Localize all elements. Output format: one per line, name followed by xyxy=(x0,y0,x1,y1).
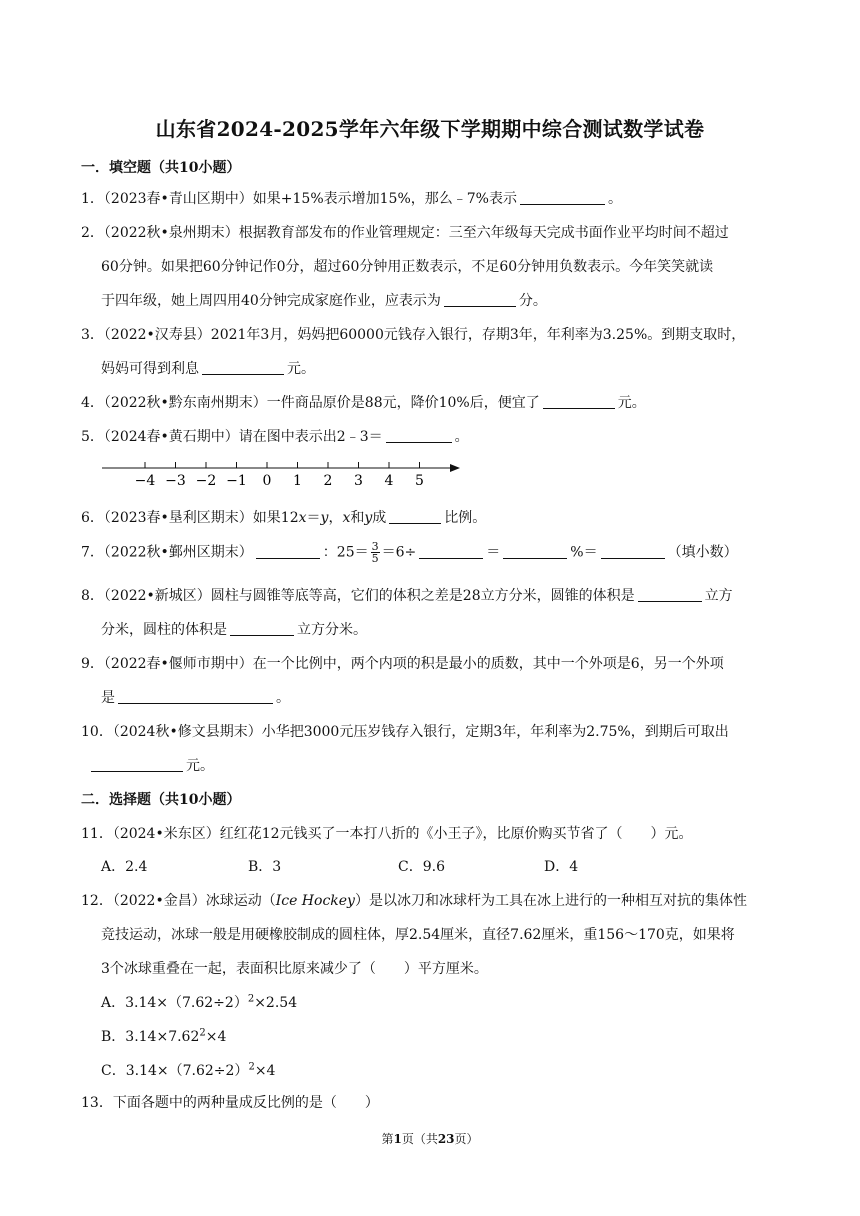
section-heading-choice: 二．选择题（共10小题） xyxy=(81,792,241,808)
number-line-label: 5 xyxy=(415,473,424,489)
answer-blank[interactable] xyxy=(118,688,273,704)
answer-blank[interactable] xyxy=(543,393,615,409)
number-line-label: 0 xyxy=(262,473,272,489)
question-13: 13．下面各题中的两种量成反比例的是（ ） xyxy=(81,1095,379,1111)
question-7: 7．（2022秋•鄞州区期末） ：25＝ $\frac{3}{5}$ ＝6÷ ＝ %＝ （填小数） xyxy=(81,540,738,565)
answer-blank[interactable] xyxy=(419,543,483,559)
page-total: 23 xyxy=(437,1132,455,1146)
question-2-line-2: 60分钟。如果把60分钟记作0分，超过60分钟用正数表示，不足60分钟用负数表示。今年笑笑就读 xyxy=(101,259,714,275)
answer-blank[interactable] xyxy=(601,543,665,559)
option-b[interactable]: B．$3.14\times 7.62^2\times 4$ xyxy=(101,1027,227,1045)
question-8: 8．（2022•新城区）圆柱与圆锥等底等高，它们的体积之差是28立方分米，圆锥的体积是 立方 xyxy=(81,588,733,604)
number-line-label: 4 xyxy=(384,473,394,489)
question-10-line-2: 元。 xyxy=(88,755,214,775)
option-a[interactable]: A．$3.14\times(7.62\div 2)^2\times 2.54$ xyxy=(101,993,298,1011)
option-d[interactable]: D．4 xyxy=(544,859,579,875)
question-3: 3．（2022•汉寿县）2021年3月，妈妈把60000元钱存入银行，存期3年，年利率为3.25%。到期支取时， xyxy=(81,327,746,343)
question-4: 4．（2022秋•黔东南州期末）一件商品原价是88元，降价10%后，便宜了 元。 xyxy=(81,395,646,411)
arrow-right-icon xyxy=(450,464,460,472)
question-6: 6．（2023春•垦利区期末）如果12x＝y，x和y成 比例。 xyxy=(81,510,487,526)
number-line-label: −1 xyxy=(226,473,247,489)
answer-blank[interactable] xyxy=(520,189,605,205)
answer-blank[interactable] xyxy=(202,359,284,375)
question-12-line-3: 3个冰球重叠在一起，表面积比原来减少了（ ）平方厘米。 xyxy=(101,961,488,977)
section-heading-fill-blank: 一．填空题（共10小题） xyxy=(81,160,241,176)
answer-blank[interactable] xyxy=(230,620,294,636)
option-c[interactable]: C．9.6 xyxy=(398,859,445,875)
option-b[interactable]: B．3 xyxy=(248,859,282,875)
question-8-line-2: 分米，圆柱的体积是 立方分米。 xyxy=(101,622,367,638)
number-line xyxy=(100,452,465,492)
page-footer: 第1页（共23页） xyxy=(381,1132,479,1146)
number-line-label: −2 xyxy=(195,473,217,489)
number-line-label: −4 xyxy=(134,473,156,489)
answer-blank[interactable] xyxy=(386,427,452,443)
question-11: 11．（2024•米东区）红红花12元钱买了一本打八折的《小王子》，比原价购买节省了（ ）元。 xyxy=(81,826,693,842)
page-number: 1 xyxy=(393,1132,402,1146)
question-9: 9．（2022春•偃师市期中）在一个比例中，两个内项的积是最小的质数，其中一个外项是6，另一个外项 xyxy=(81,656,724,672)
number-line-label: 3 xyxy=(354,473,363,489)
question-5: 5．（2024春•黄石期中）请在图中表示出2﹣3＝ 。 xyxy=(81,429,469,445)
question-9-line-2: 是 。 xyxy=(101,690,290,706)
question-1: 1．（2023春•青山区期中）如果+15%表示增加15%，那么﹣7%表示 。 xyxy=(81,191,622,207)
answer-blank[interactable] xyxy=(503,543,567,559)
answer-blank[interactable] xyxy=(389,508,441,524)
question-12-line-2: 竞技运动，冰球一般是用硬橡胶制成的圆柱体，厚2.54厘米，直径7.62厘米，重156～170克，如果将 xyxy=(101,927,735,943)
answer-blank[interactable] xyxy=(638,586,702,602)
number-line-label: 1 xyxy=(293,473,302,489)
answer-blank[interactable] xyxy=(91,756,183,772)
question-2-line-3: 于四年级，她上周四用40分钟完成家庭作业，应表示为 分。 xyxy=(101,293,547,309)
question-3-line-2: 妈妈可得到利息 元。 xyxy=(101,361,315,377)
answer-blank[interactable] xyxy=(256,543,320,559)
fraction: $\frac{3}{5}$ xyxy=(371,540,379,565)
question-2: 2．（2022秋•泉州期末）根据教育部发布的作业管理规定：三至六年级每天完成书面作业平均时间不超过 xyxy=(81,225,729,241)
number-line-label: −3 xyxy=(165,473,186,489)
page-title: 山东省2024-2025学年六年级下学期期中综合测试数学试卷 xyxy=(155,117,705,141)
option-a[interactable]: A．2.4 xyxy=(101,859,148,875)
number-line-label: 2 xyxy=(323,473,333,489)
question-10: 10．（2024秋•修文县期末）小华把3000元压岁钱存入银行，定期3年，年利率为2.75%，到期后可取出 xyxy=(81,724,729,740)
answer-blank[interactable] xyxy=(444,291,516,307)
question-12: 12．（2022•金昌）冰球运动（Ice Hockey）是以冰刀和冰球杆为工具在冰上进行的一种相互对抗的集体性 xyxy=(81,893,747,909)
option-c[interactable]: C．$3.14\times(7.62\div 2)^2\times 4$ xyxy=(101,1061,276,1079)
